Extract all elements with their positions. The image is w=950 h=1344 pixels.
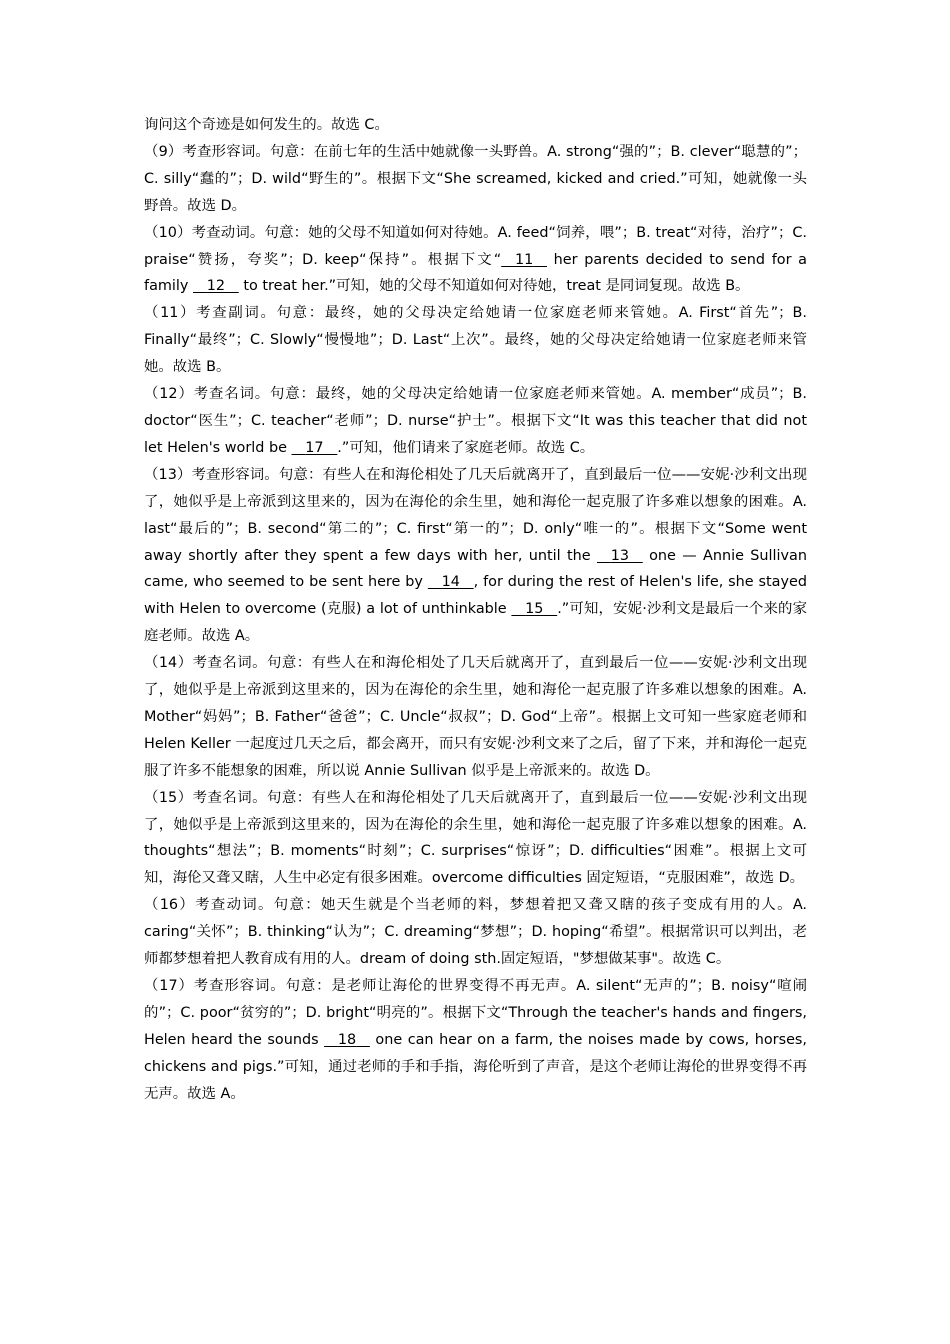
q13-text-c: , for during the rest of Helen's life, she stayed with Helen to overcome (克服) a lot of unthinkable [144,574,807,618]
q13-text-a: （13）考查形容词。句意：有些人在和海伦相处了几天后就离开了，直到最后一位——安妮·沙利文出现了，她似乎是上帝派到这里来的，因为在海伦的余生里，她和海伦一起克服了许多难以想象的困难。A. last“最后的”；B. second“第二的”；C. first“第一的”；D. only“唯一的”。根据下文“Some went away shortly after they spent a few days with her, until the [144,466,807,564]
paragraph-q10 [144,220,807,301]
q17-text-a: （17）考查形容词。句意：是老师让海伦的世界变得不再无声。A. silent“无声的”；B. noisy“喧闹的”；C. poor“贫穷的”；D. bright“明亮的”。根据下文“Through the teacher's hands and fingers, Helen heard the sounds [144,978,807,1048]
paragraph-q14: （14）考查名词。句意：有些人在和海伦相处了几天后就离开了，直到最后一位——安妮·沙利文出现了，她似乎是上帝派到这里来的，因为在海伦的余生里，她和海伦一起克服了许多难以想象的困难。A. Mother“妈妈”；B. Father“爸爸”；C. Uncle“叔叔”；D. God“上帝”。根据上文可知一些家庭老师和 Helen Keller 一起度过几天之后，都会离开，而只有安妮·沙利文来了之后，留了下来，并和海伦一起克服了许多不能想象的困难，所以说 Annie Sullivan 似乎是上帝派来的。故选 D。 [144,655,807,779]
paragraph-q13 [144,462,807,650]
q13-text-b: one — Annie Sullivan came, who seemed to be sent here by [144,547,807,591]
blank-14: 14 [441,574,460,591]
answer-explanation-document [144,112,807,1108]
paragraph-q12 [144,381,807,462]
q17-text-b: one can hear on a farm, the noises made by cows, horses, chickens and pigs.”可知，通过老师的手和手指，海伦听到了声音，是这个老师让海伦的世界变得不再无声。故选 A。 [144,1031,808,1102]
q10-text-c: to treat her.”可知，她的父母不知道如何对待她，treat 是同词复现。故选 B。 [238,278,750,295]
blank-13: 13 [610,547,630,564]
paragraph-q17 [144,973,807,1108]
blank-18: 18 [337,1031,357,1048]
paragraph-q11: （11）考查副词。句意：最终，她的父母决定给她请一位家庭老师来管她。A. First“首先”；B. Finally“最终”；C. Slowly“慢慢地”；D. Last“上次”。最终，她的父母决定给她请一位家庭老师来管她。故选 B。 [144,305,807,376]
blank-17: 17 [305,439,324,456]
paragraph-q16: （16）考查动词。句意：她天生就是个当老师的料，梦想着把又聋又瞎的孩子变成有用的人。A. caring“关怀”；B. thinking“认为”；C. dreaming“梦想”；D. hoping“希望”。根据常识可以判出，老师都梦想着把人教育成有用的人。dream of doing sth.固定短语，"梦想做某事"。故选 C。 [144,897,807,968]
q10-text-b: her parents decided to send for a family [144,251,807,295]
paragraph-q9: （9）考查形容词。句意：在前七年的生活中她就像一头野兽。A. strong“强的”；B. clever“聪慧的”；C. silly“蠢的”；D. wild“野生的”。根据下文“She screamed, kicked and cried.”可知，她就像一头野兽。故选 D。 [144,143,807,214]
blank-12: 12 [206,278,226,295]
blank-15: 15 [525,601,544,618]
q12-text-b: .”可知，他们请来了家庭老师。故选 C。 [337,439,595,456]
q10-text-a: （10）考查动词。句意：她的父母不知道如何对待她。A. feed“饲养，喂”；B. treat“对待，治疗”；C. praise“赞扬，夸奖”；D. keep“保持”。根据下文“ [144,224,807,268]
q12-text-a: （12）考查名词。句意：最终，她的父母决定给她请一位家庭老师来管她。A. member“成员”；B. doctor“医生”；C. teacher“老师”；D. nurse“护士”。根据下文“It was this teacher that did not let Helen's world be [144,386,807,456]
paragraph-continuation: 询问这个奇迹是如何发生的。故选 C。 [144,117,389,133]
q13-text-d: .”可知，安妮·沙利文是最后一个来的家庭老师。故选 A。 [144,601,808,645]
paragraph-q15: （15）考查名词。句意：有些人在和海伦相处了几天后就离开了，直到最后一位——安妮·沙利文出现了，她似乎是上帝派到这里来的，因为在海伦的余生里，她和海伦一起克服了许多难以想象的困难。A. thoughts“想法”；B. moments“时刻”；C. surprises“惊讶”；D. difficulties“困难”。根据上文可知，海伦又聋又瞎，人生中必定有很多困难。overcome difficulties 固定短语，“克服困难”，故选 D。 [144,789,807,887]
blank-11: 11 [514,251,534,268]
